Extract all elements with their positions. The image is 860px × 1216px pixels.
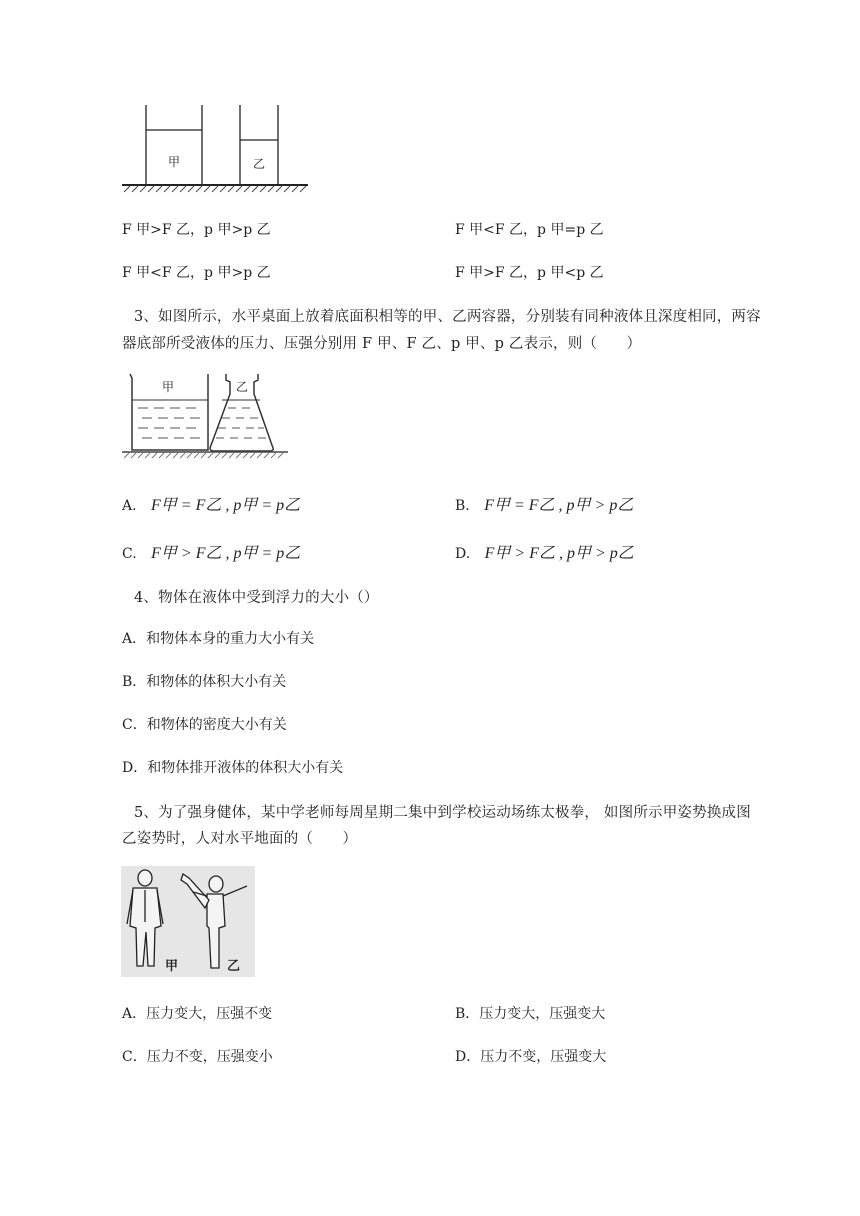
- q5-option-a: A．压力变大，压强不变: [122, 1006, 273, 1022]
- q3-stem-line1: 3、如图所示，水平桌面上放着底面积相等的甲、乙两容器，分别装有同种液体且深度相同，两容: [134, 309, 761, 325]
- q5-option-c: C．压力不变，压强变小: [122, 1049, 273, 1065]
- fig2-right-label: 乙: [236, 380, 249, 394]
- q3-option-b: [455, 492, 633, 515]
- q4-option-b: B．和物体的体积大小有关: [122, 674, 287, 690]
- q4-option-a: A．和物体本身的重力大小有关: [122, 631, 315, 647]
- q5-stem-line2: 乙姿势时，人对水平地面的（ ）: [122, 831, 358, 847]
- figure-taichi: [121, 866, 255, 977]
- fig3-right-label: 乙: [227, 959, 241, 974]
- q3-option-a-letter: A.: [122, 498, 137, 514]
- figure-blocks: [118, 100, 313, 195]
- q3-stem-line2: 器底部所受液体的压力、压强分别用 F 甲、F 乙、p 甲、p 乙表示，则（ ）: [122, 336, 642, 352]
- q2-option-c: F 甲<F 乙，p 甲>p 乙: [122, 265, 271, 281]
- q3-option-c-letter: C.: [122, 546, 137, 562]
- q3-option-b-text: F甲 = F乙 , p甲 > p乙: [484, 497, 634, 514]
- q4-option-c: C．和物体的密度大小有关: [122, 717, 287, 733]
- q5-option-d: D．压力不变，压强变大: [455, 1049, 607, 1065]
- q5-stem-line1: 5、为了强身健体，某中学老师每周星期二集中到学校运动场练太极拳， 如图所示甲姿势换成图: [134, 805, 751, 821]
- fig1-right-label: 乙: [253, 157, 266, 171]
- fig2-left-label: 甲: [162, 380, 175, 394]
- fig1-left-label: 甲: [168, 155, 181, 169]
- q2-option-a: F 甲>F 乙，p 甲>p 乙: [122, 222, 271, 238]
- q3-option-a: [122, 492, 300, 515]
- q3-option-d-letter: D.: [455, 546, 471, 562]
- q2-option-b: F 甲<F 乙，p 甲=p 乙: [455, 222, 604, 238]
- q3-option-c: [122, 540, 300, 563]
- q3-option-b-letter: B.: [455, 498, 470, 514]
- q3-option-d: [455, 540, 634, 563]
- q2-option-d: F 甲>F 乙，p 甲<p 乙: [455, 265, 604, 281]
- q3-option-d-text: F甲 > F乙 , p甲 > p乙: [484, 545, 634, 562]
- q4-option-d: D．和物体排开液体的体积大小有关: [122, 760, 344, 776]
- q3-option-c-text: F甲 > F乙 , p甲 = p乙: [151, 545, 301, 562]
- q4-stem: 4、物体在液体中受到浮力的大小（）: [134, 590, 379, 606]
- q3-option-a-text: F甲 = F乙 , p甲 = p乙: [151, 497, 301, 514]
- fig3-left-label: 甲: [165, 959, 179, 974]
- q5-option-b: B．压力变大，压强变大: [455, 1006, 606, 1022]
- figure-containers: [118, 368, 293, 463]
